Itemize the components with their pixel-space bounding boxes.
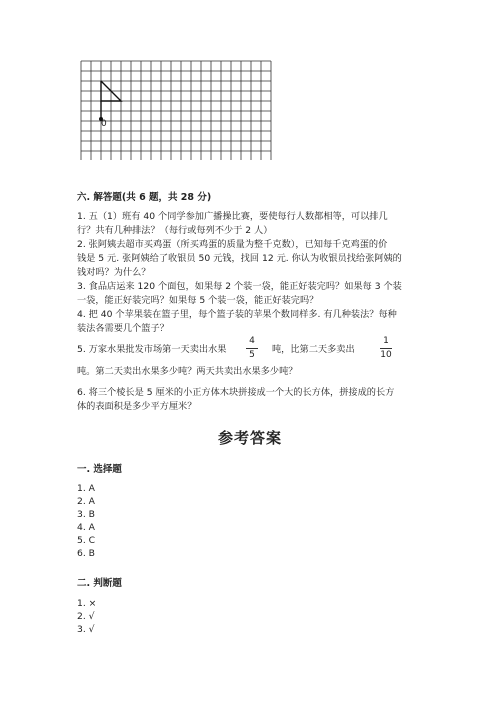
choice-answer-4: 4. A — [77, 522, 95, 533]
question-5-line-2: 吨。第二天卖出水果多少吨？两天共卖出水果多少吨？ — [77, 366, 298, 377]
fraction-4-5 — [244, 336, 260, 361]
fraction-2-numerator: 1 — [383, 336, 389, 346]
grid-figure — [80, 60, 272, 160]
question-3-line-1: 3. 食品店运来 120 个面包，如果每 2 个装一袋，能正好装完吗？如果每 3 个装 — [77, 281, 402, 292]
fraction-2-denominator: 10 — [380, 350, 392, 360]
choice-answer-5: 5. C — [77, 535, 96, 546]
judge-answer-1: 1. × — [77, 598, 97, 609]
question-5-part-1: 5. 万家水果批发市场第一天卖出水果 — [77, 344, 227, 355]
choice-answer-3: 3. B — [77, 509, 95, 520]
question-2-line-1: 2. 张阿姨去超市买鸡蛋（所买鸡蛋的质量为整千克数），已知每千克鸡蛋的价 — [77, 239, 388, 250]
fraction-1-denominator: 5 — [249, 350, 255, 360]
question-5-part-2: 吨，比第二天多卖出 — [272, 344, 355, 355]
fraction-1-numerator: 4 — [249, 336, 255, 346]
question-3-line-2: 一袋，能正好装完吗？如果每 5 个装一袋，能正好装完吗？ — [77, 295, 319, 306]
choice-answer-6: 6. B — [77, 548, 95, 559]
question-4-line-1: 4. 把 40 个苹果装在篮子里，每个篮子装的苹果个数同样多. 有几种装法？每种 — [77, 309, 397, 320]
question-2-line-2: 钱是 5 元. 张阿姨给了收银员 50 元钱，找回 12 元. 你认为收银员找给张阿姨的 — [77, 253, 402, 264]
choice-section-title: 一. 选择题 — [77, 464, 122, 475]
choice-answer-2: 2. A — [77, 496, 95, 507]
choice-answer-1: 1. A — [77, 483, 95, 494]
question-6-line-1: 6. 将三个棱长是 5 厘米的小正方体木块拼接成一个大的长方体，拼接成的长方 — [77, 387, 395, 398]
question-1-line-2: 行？共有几种排法？（每行或每列不少于 2 人） — [77, 225, 273, 236]
question-4-line-2: 装法各需要几个篮子？ — [77, 323, 169, 334]
judge-section-title: 二. 判断题 — [77, 578, 122, 589]
judge-answer-3: 3. √ — [77, 624, 95, 635]
grid-svg — [80, 60, 272, 160]
question-6-line-2: 体的表面积是多少平方厘米？ — [77, 401, 197, 412]
answers-title: 参考答案 — [217, 429, 282, 447]
section-title: 六. 解答题(共 6 题，共 28 分) — [77, 192, 212, 203]
origin-label: 0 — [101, 119, 107, 129]
judge-answer-2: 2. √ — [77, 611, 95, 622]
question-2-line-3: 钱对吗？为什么？ — [77, 267, 151, 278]
question-1-line-1: 1. 五（1）班有 40 个同学参加广播操比赛，要使每行人数都相等，可以排几 — [77, 211, 388, 222]
fraction-1-10 — [378, 336, 394, 361]
